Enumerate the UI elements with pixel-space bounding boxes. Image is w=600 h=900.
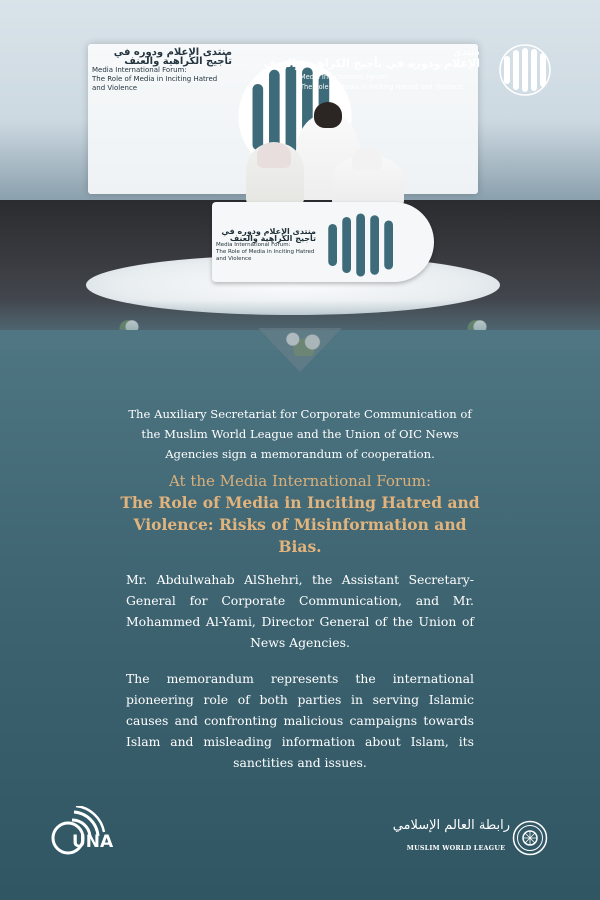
podium-english-line-2: The Role of Media in Inciting Hatred and Violence <box>216 249 315 262</box>
forum-logo-english-line-1: Media International Forum: <box>300 73 390 81</box>
forum-emblem-podium <box>320 210 410 280</box>
mwl-arabic-name: رابطة العالم الإسلامي <box>392 818 510 833</box>
podium-arabic-title: منتدى الإعلام ودوره في تأجيج الكراهية والعنف <box>221 227 316 243</box>
intro-text: The Auxiliary Secretariat for Corporate Communication of the Muslim World League and the Union of OIC News Agencies sign a memorandum of cooperation. <box>128 407 472 461</box>
forum-logo-english <box>300 72 463 92</box>
una-logo <box>50 806 134 856</box>
person-standing-head <box>314 102 342 128</box>
participants-text: Mr. Abdulwahab AlShehri, the Assistant Secretary-General for Corporate Communication, and Mr. Mohammed Al-Yami, Director General of the Union of News Agencies. <box>126 572 474 650</box>
forum-logo-arabic-line-2: الإعلام ودوره في تأجيج الكراهية والعنف <box>263 57 480 70</box>
podium-forum-text <box>216 228 316 263</box>
backdrop-forum-text <box>92 48 232 158</box>
mwl-seal-icon <box>512 820 548 856</box>
mwl-english-name: MUSLIM WORLD LEAGUE <box>406 844 506 852</box>
forum-logo <box>263 40 558 100</box>
forum-subtitle: At the Media International Forum: <box>168 472 432 490</box>
forum-title: The Role of Media in Inciting Hatred and Violence: Risks of Misinformation and Bias. <box>120 493 480 556</box>
backdrop-arabic-title: منتدى الإعلام ودوره في تأجيج الكراهية والعنف <box>113 47 232 67</box>
forum-logo-english-line-2: The Role of Media in Inciting Hatred and Violence <box>300 83 463 91</box>
backdrop-english-line-2: The Role of Media in Inciting Hatred and Violence <box>92 75 218 92</box>
forum-logo-arabic <box>264 46 480 70</box>
forum-emblem-icon <box>492 44 558 96</box>
una-label: UNA <box>72 832 114 852</box>
podium-english-line-1: Media International Forum: <box>216 242 291 248</box>
backdrop-english-line-1: Media International Forum: <box>92 66 187 74</box>
memorandum-text: The memorandum represents the international pioneering role of both parties in serving Islamic causes and confronting malicious campaigns towards Islam and misleading information about Islam, its sanctities and issues. <box>126 671 474 770</box>
forum-logo-arabic-line-1: منتدى <box>453 45 480 58</box>
photo-notch <box>258 328 342 372</box>
person-signing-left-head <box>257 142 291 168</box>
person-signing-right-head <box>352 148 382 170</box>
mwl-logo <box>392 818 550 858</box>
